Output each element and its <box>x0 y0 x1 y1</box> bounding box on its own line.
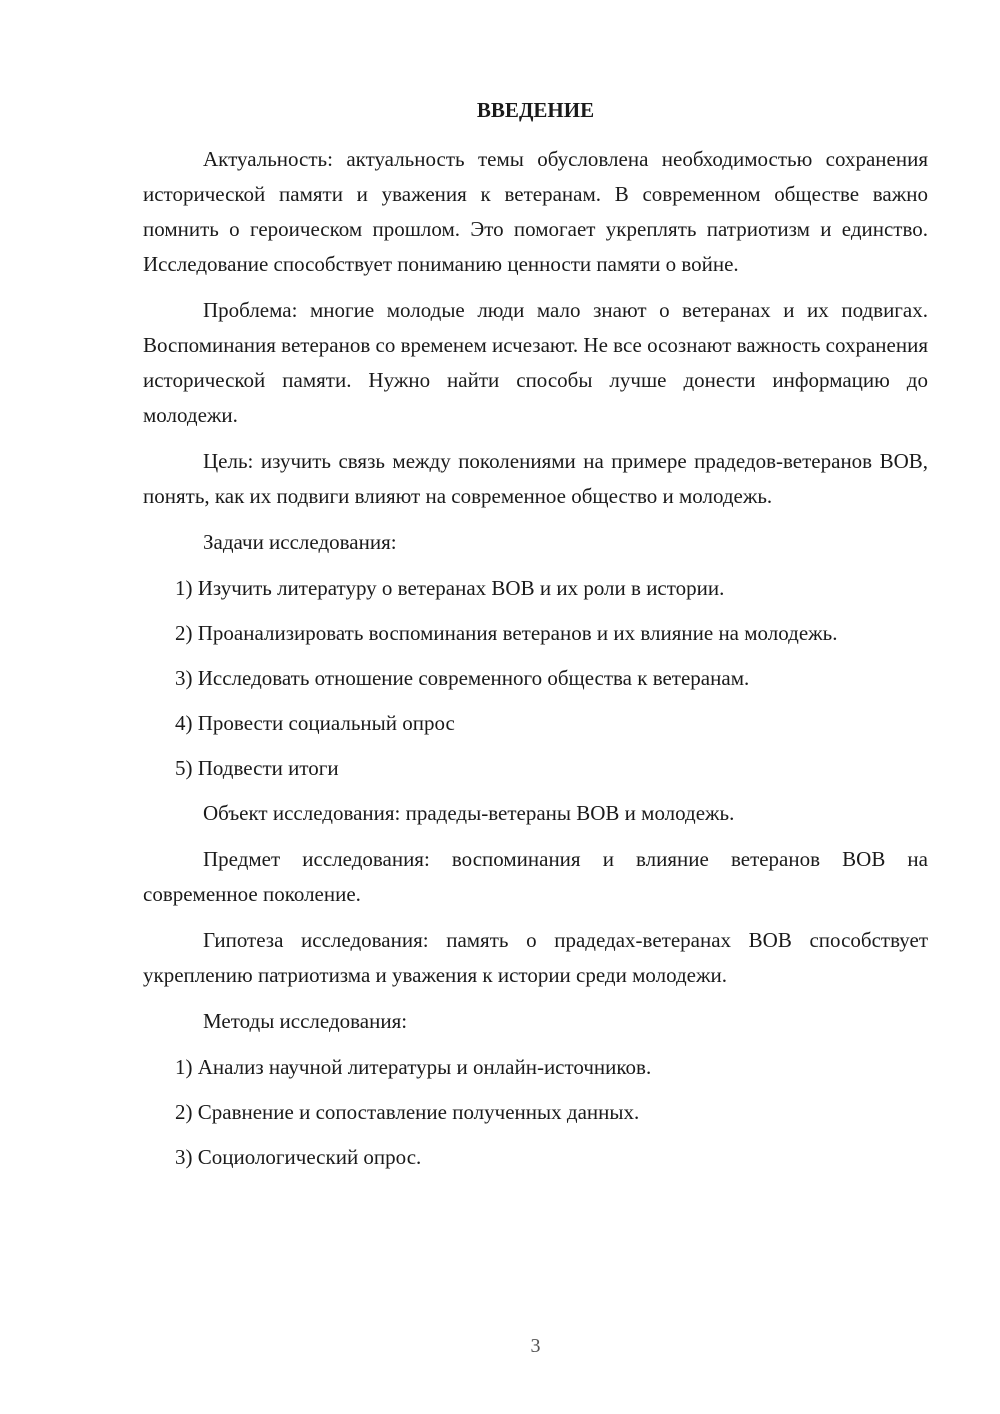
task-item: 1) Изучить литературу о ветеранах ВОВ и их роли в истории. <box>175 576 725 600</box>
document-page <box>143 0 928 1414</box>
methods-heading: Методы исследования: <box>203 1009 408 1033</box>
page-title: ВВЕДЕНИЕ <box>476 98 595 122</box>
method-item: 2) Сравнение и сопоставление полученных данных. <box>175 1100 640 1124</box>
tasks-heading: Задачи исследования: <box>203 530 397 554</box>
object-paragraph: Объект исследования: прадеды-ветераны ВОВ и молодежь. <box>203 801 735 825</box>
relevance-paragraph: Актуальность: актуальность темы обусловлена необходимостью сохранения исторической памяти и уважения к ветеранам. В современном обществе важно помнить о героическом прошлом. Это помогает укреплять патриотизм и единство. Исследование способствует пониманию ценности памяти о войне. <box>143 147 928 276</box>
page-number: 3 <box>530 1335 541 1357</box>
document-body <box>143 142 928 1185</box>
task-item: 3) Исследовать отношение современного общества к ветеранам. <box>175 666 750 690</box>
hypothesis-paragraph: Гипотеза исследования: память о прадедах-ветеранах ВОВ способствует укреплению патриотизма и уважения к истории среди молодежи. <box>143 928 928 987</box>
task-item: 2) Проанализировать воспоминания ветеранов и их влияние на молодежь. <box>175 621 838 645</box>
method-item: 3) Социологический опрос. <box>175 1145 422 1169</box>
goal-paragraph: Цель: изучить связь между поколениями на примере прадедов-ветеранов ВОВ, понять, как их подвиги влияют на современное общество и молодежь. <box>143 449 928 508</box>
task-item: 5) Подвести итоги <box>175 756 339 780</box>
subject-paragraph: Предмет исследования: воспоминания и влияние ветеранов ВОВ на современное поколение. <box>143 847 928 906</box>
method-item: 1) Анализ научной литературы и онлайн-источников. <box>175 1055 652 1079</box>
task-item: 4) Провести социальный опрос <box>175 711 455 735</box>
problem-paragraph: Проблема: многие молодые люди мало знают о ветеранах и их подвигах. Воспоминания ветеранов со временем исчезают. Не все осознают важность сохранения исторической памяти. Нужно найти способы лучше донести информацию до молодежи. <box>143 298 928 427</box>
